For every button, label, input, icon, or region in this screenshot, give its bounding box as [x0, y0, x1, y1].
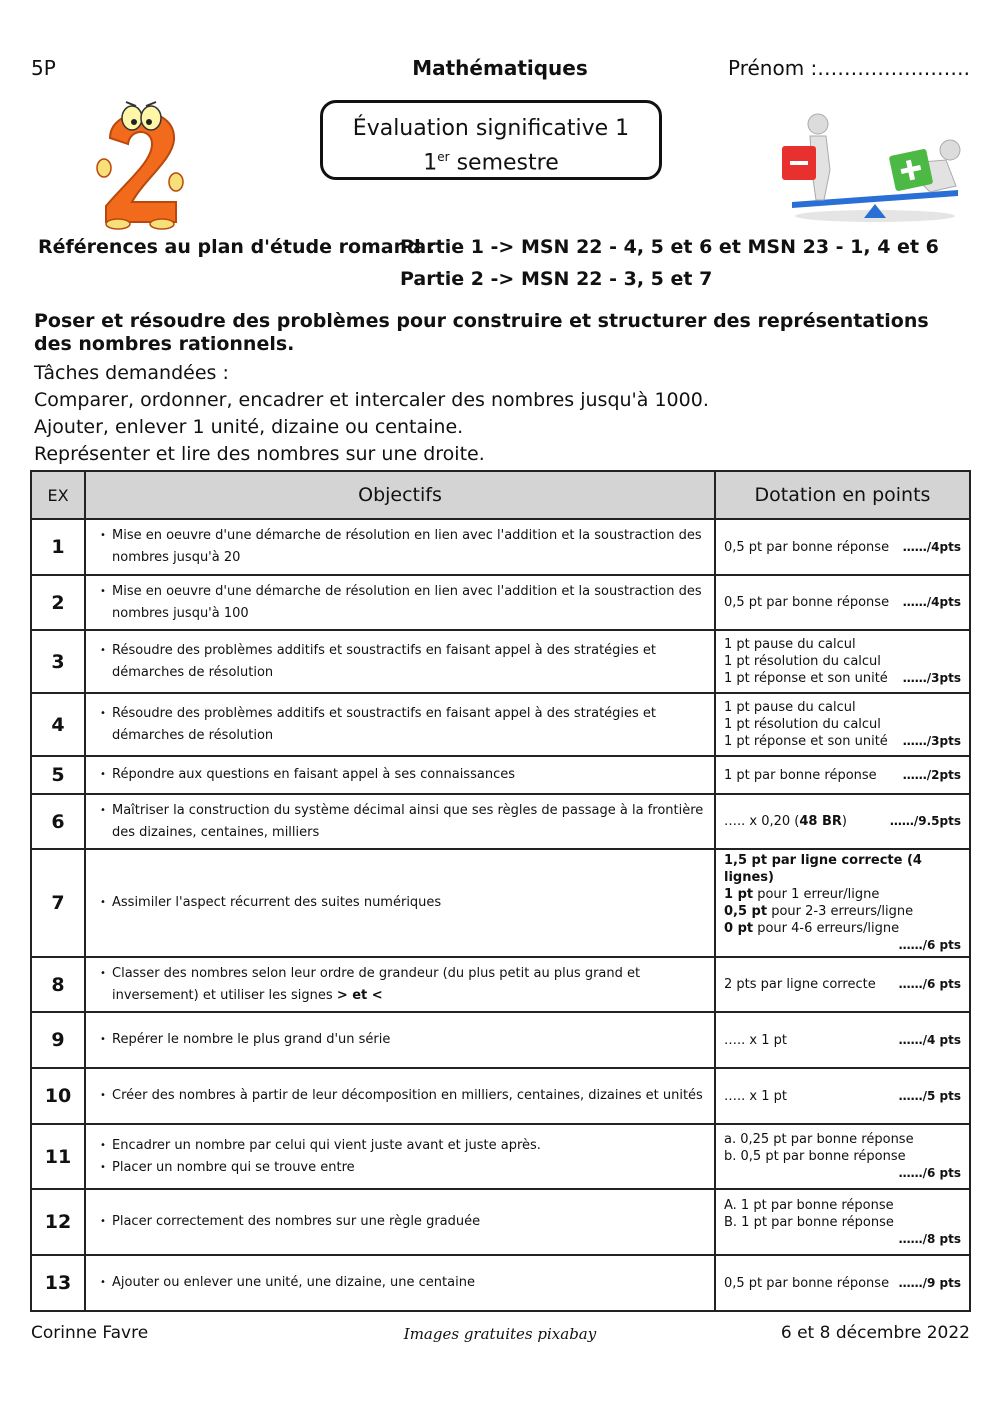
exercise-number: 9	[31, 1012, 85, 1068]
table-row	[31, 630, 970, 693]
table-row	[31, 1189, 970, 1255]
points-cell	[715, 519, 970, 575]
points-cell	[715, 756, 970, 794]
objective-item: • Classer des nombres selon leur ordre de grandeur (du plus petit au plus grand et inversement) et utiliser les signes > et <	[102, 963, 706, 1007]
exercise-number: 6	[31, 794, 85, 849]
objective-item: • Assimiler l'aspect récurrent des suites numériques	[102, 892, 706, 914]
exercise-number: 1	[31, 519, 85, 575]
table-row	[31, 794, 970, 849]
points-total: ……/8 pts	[898, 1231, 961, 1246]
exercise-number: 10	[31, 1068, 85, 1124]
objective-cell	[85, 575, 715, 630]
intro-section	[34, 310, 964, 468]
footer-image-credit: Images gratuites pixabay	[403, 1325, 597, 1343]
header-points: Dotation en points	[715, 471, 970, 519]
task-item: Représenter et lire des nombres sur une droite.	[34, 443, 485, 465]
points-cell	[715, 1189, 970, 1255]
objective-cell	[85, 794, 715, 849]
objective-cell	[85, 957, 715, 1012]
objective-item: • Résoudre des problèmes additifs et soustractifs en faisant appel à des stratégies et démarches de résolution	[102, 703, 706, 747]
points-total: ……/6 pts	[898, 938, 961, 952]
table-row	[31, 1255, 970, 1311]
points-cell	[715, 1068, 970, 1124]
objective-item: • Résoudre des problèmes additifs et soustractifs en faisant appel à des stratégies et démarches de résolution	[102, 640, 706, 684]
points-rule: 0 pt pour 4-6 erreurs/ligne	[724, 921, 900, 936]
points-rule: 1 pt réponse et son unité	[724, 671, 888, 686]
objective-cell	[85, 519, 715, 575]
table-row	[31, 1068, 970, 1124]
table-row	[31, 519, 970, 575]
points-rule: ….. x 0,20 (48 BR)	[724, 814, 847, 829]
points-total: ……/9.5pts	[889, 814, 961, 828]
exercise-number: 11	[31, 1124, 85, 1189]
objectives-table	[30, 470, 971, 1312]
points-cell	[715, 957, 970, 1012]
exercise-number: 5	[31, 756, 85, 794]
objective-cell	[85, 1012, 715, 1068]
exercise-number: 8	[31, 957, 85, 1012]
points-rule: b. 0,5 pt par bonne réponse	[724, 1149, 906, 1164]
points-rule: B. 1 pt par bonne réponse	[724, 1214, 894, 1230]
objective-item: • Repérer le nombre le plus grand d'un série	[102, 1029, 706, 1051]
exercise-number: 13	[31, 1255, 85, 1311]
points-cell	[715, 693, 970, 756]
header-objectives: Objectifs	[85, 471, 715, 519]
table-row	[31, 849, 970, 957]
points-rule: 0,5 pt par bonne réponse	[724, 595, 890, 610]
table-header-row	[31, 471, 970, 519]
objective-cell	[85, 1189, 715, 1255]
references-label: Références au plan d'étude romand :	[38, 236, 435, 258]
table-row	[31, 756, 970, 794]
exercise-number: 4	[31, 693, 85, 756]
points-total: ……/4 pts	[898, 1032, 961, 1047]
name-field-label: Prénom :…………….…….	[727, 56, 970, 80]
task-item: Ajouter, enlever 1 unité, dizaine ou centaine.	[34, 416, 464, 438]
subject-title: Mathématiques	[412, 56, 588, 80]
header-ex: EX	[31, 471, 85, 519]
objective-cell	[85, 1255, 715, 1311]
points-rule: 1 pt pause du calcul	[724, 637, 856, 652]
table-row	[31, 693, 970, 756]
points-rule: 2 pts par ligne correcte	[724, 977, 876, 992]
points-total: ……/2pts	[902, 767, 961, 782]
evaluation-title: Évaluation significative 1	[352, 116, 630, 141]
tasks-label: Tâches demandées :	[34, 362, 229, 384]
footer-author: Corinne Favre	[31, 1323, 149, 1343]
points-cell	[715, 575, 970, 630]
points-total: ……/5 pts	[898, 1088, 961, 1103]
references-part1: Partie 1 -> MSN 22 - 4, 5 et 6 et MSN 23 - 1, 4 et 6	[400, 236, 939, 258]
points-rule: a. 0,25 pt par bonne réponse	[724, 1132, 914, 1147]
evaluation-title-box	[320, 100, 662, 180]
points-rule: 1 pt par bonne réponse	[724, 767, 877, 783]
points-rule: 0,5 pt par bonne réponse	[724, 1275, 890, 1291]
objective-item: • Placer correctement des nombres sur une règle graduée	[102, 1211, 706, 1233]
objective-item: • Mise en oeuvre d'une démarche de résolution en lien avec l'addition et la soustraction des nombres jusqu'à 20	[102, 525, 706, 569]
points-cell	[715, 1012, 970, 1068]
objective-item: • Créer des nombres à partir de leur décomposition en milliers, centaines, dizaines et unités	[102, 1085, 706, 1107]
points-total: ……/4pts	[902, 539, 961, 554]
points-rule: A. 1 pt par bonne réponse	[724, 1197, 894, 1213]
class-level: 5P	[31, 56, 56, 80]
points-cell	[715, 1255, 970, 1311]
number-two-mascot-icon	[96, 98, 186, 230]
points-rule: 0,5 pt pour 2-3 erreurs/ligne	[724, 904, 914, 919]
references-part2: Partie 2 -> MSN 22 - 3, 5 et 7	[400, 268, 713, 290]
objective-item: • Répondre aux questions en faisant appel à ses connaissances	[102, 764, 706, 786]
points-total: ……/6 pts	[898, 977, 961, 991]
objective-item: • Mise en oeuvre d'une démarche de résolution en lien avec l'addition et la soustraction des nombres jusqu'à 100	[102, 581, 706, 625]
points-rule: 1 pt résolution du calcul	[724, 717, 881, 732]
points-cell	[715, 849, 970, 957]
points-rule: 1,5 pt par ligne correcte (4 lignes)	[724, 853, 922, 885]
exercise-number: 12	[31, 1189, 85, 1255]
points-rule: 1 pt pour 1 erreur/ligne	[724, 887, 880, 902]
points-cell	[715, 630, 970, 693]
points-rule: 1 pt réponse et son unité	[724, 734, 888, 749]
objective-cell	[85, 1068, 715, 1124]
task-item: Comparer, ordonner, encadrer et intercaler des nombres jusqu'à 1000.	[34, 389, 709, 411]
table-row	[31, 1012, 970, 1068]
plus-minus-seesaw-icon	[780, 110, 970, 226]
objective-cell	[85, 630, 715, 693]
points-total: ……/3pts	[902, 671, 961, 685]
points-cell	[715, 794, 970, 849]
points-rule: ….. x 1 pt	[724, 1088, 787, 1104]
goal-statement: Poser et résoudre des problèmes pour construire et structurer des représentations des nombres rationnels.	[34, 310, 929, 355]
semester-title: 1er semestre	[423, 150, 559, 176]
exercise-number: 2	[31, 575, 85, 630]
points-total: ……/3pts	[902, 734, 961, 748]
exercise-number: 3	[31, 630, 85, 693]
objective-item: • Placer un nombre qui se trouve entre	[102, 1157, 706, 1179]
table-row	[31, 1124, 970, 1189]
objective-item: • Encadrer un nombre par celui qui vient juste avant et juste après.	[102, 1135, 706, 1157]
objective-cell	[85, 1124, 715, 1189]
footer-date: 6 et 8 décembre 2022	[780, 1323, 970, 1343]
exercise-number: 7	[31, 849, 85, 957]
points-total: ……/4pts	[902, 595, 961, 609]
points-total: ……/9 pts	[898, 1275, 961, 1290]
points-total: ……/6 pts	[898, 1166, 961, 1180]
objective-cell	[85, 756, 715, 794]
points-rule: 1 pt résolution du calcul	[724, 654, 881, 669]
objective-item: • Maîtriser la construction du système décimal ainsi que ses règles de passage à la frontière des dizaines, centaines, milliers	[102, 800, 706, 844]
points-rule: 0,5 pt par bonne réponse	[724, 539, 890, 555]
objective-item: • Ajouter ou enlever une unité, une dizaine, une centaine	[102, 1272, 706, 1294]
points-rule: 1 pt pause du calcul	[724, 700, 856, 715]
points-cell	[715, 1124, 970, 1189]
objective-cell	[85, 849, 715, 957]
table-row	[31, 575, 970, 630]
objective-cell	[85, 693, 715, 756]
table-row	[31, 957, 970, 1012]
points-rule: ….. x 1 pt	[724, 1032, 787, 1048]
